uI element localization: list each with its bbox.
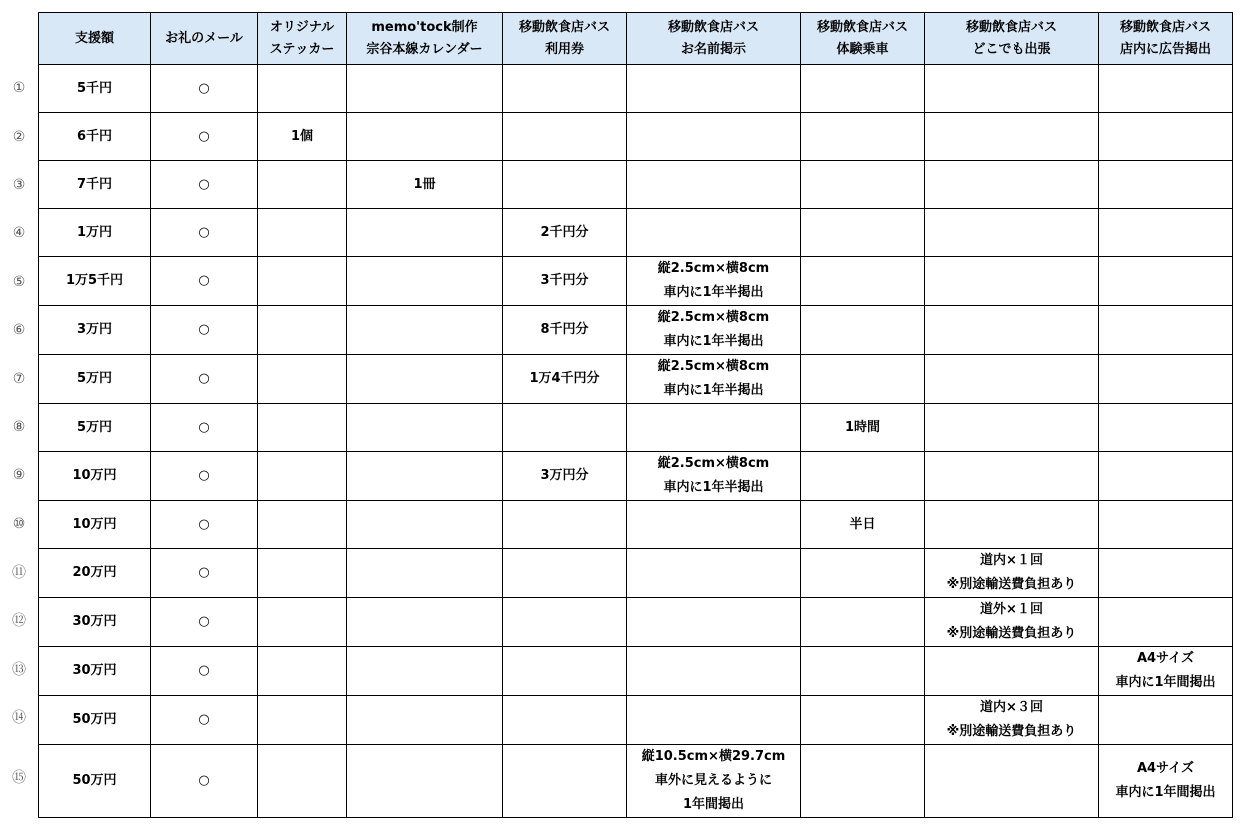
calendar-cell [347, 404, 503, 452]
thank-you-email-cell: ○ [151, 355, 258, 404]
sticker-cell [258, 257, 347, 306]
support-amount-cell: 5万円 [39, 355, 151, 404]
bus-name-display-cell [627, 113, 801, 161]
row-number: ⑭ [12, 710, 26, 727]
calendar-cell [347, 113, 503, 161]
header-bus-ad-display: 移動飲食店バス 店内に広告掲出 [1099, 13, 1233, 65]
bus-voucher-cell [503, 549, 627, 598]
bus-trial-ride-cell [801, 745, 925, 818]
bus-ad-display-cell [1099, 306, 1233, 355]
bus-ad-display-cell [1099, 257, 1233, 306]
bus-voucher-cell: 8千円分 [503, 306, 627, 355]
sticker-cell [258, 306, 347, 355]
bus-ad-display-cell [1099, 209, 1233, 257]
row-number: ③ [12, 176, 26, 193]
row-number: ⑨ [12, 467, 26, 484]
bus-dispatch-cell: 道内×３回 ※別途輸送費負担あり [925, 696, 1099, 745]
header-support-amount: 支援額 [39, 13, 151, 65]
bus-trial-ride-cell [801, 696, 925, 745]
support-amount-cell: 1万5千円 [39, 257, 151, 306]
support-amount-cell: 10万円 [39, 501, 151, 549]
bus-dispatch-cell [925, 161, 1099, 209]
bus-dispatch-cell [925, 257, 1099, 306]
table-row [39, 696, 1233, 745]
row-number: ⑦ [12, 370, 26, 387]
bus-name-display-cell: 縦10.5cm×横29.7cm 車外に見えるように 1年間掲出 [627, 745, 801, 818]
header-bus-name-display: 移動飲食店バス お名前掲示 [627, 13, 801, 65]
sticker-cell [258, 647, 347, 696]
support-amount-cell: 1万円 [39, 209, 151, 257]
bus-ad-display-cell [1099, 549, 1233, 598]
calendar-cell [347, 257, 503, 306]
row-number: ⑮ [12, 770, 26, 787]
support-amount-cell: 10万円 [39, 452, 151, 501]
support-amount-cell: 3万円 [39, 306, 151, 355]
bus-trial-ride-cell [801, 257, 925, 306]
bus-trial-ride-cell [801, 452, 925, 501]
bus-dispatch-cell [925, 404, 1099, 452]
bus-name-display-cell: 縦2.5cm×横8cm 車内に1年半掲出 [627, 452, 801, 501]
table-row [39, 161, 1233, 209]
row-number: ② [12, 128, 26, 145]
calendar-cell [347, 452, 503, 501]
table-row [39, 501, 1233, 549]
bus-ad-display-cell [1099, 696, 1233, 745]
support-amount-cell: 5万円 [39, 404, 151, 452]
support-amount-cell: 6千円 [39, 113, 151, 161]
bus-name-display-cell [627, 209, 801, 257]
sticker-cell [258, 745, 347, 818]
thank-you-email-cell: ○ [151, 306, 258, 355]
sticker-cell [258, 549, 347, 598]
bus-ad-display-cell [1099, 598, 1233, 647]
bus-name-display-cell: 縦2.5cm×横8cm 車内に1年半掲出 [627, 355, 801, 404]
support-amount-cell: 50万円 [39, 745, 151, 818]
bus-voucher-cell [503, 161, 627, 209]
bus-name-display-cell [627, 161, 801, 209]
bus-ad-display-cell [1099, 113, 1233, 161]
calendar-cell [347, 306, 503, 355]
bus-name-display-cell [627, 65, 801, 113]
bus-dispatch-cell: 道内×１回 ※別途輸送費負担あり [925, 549, 1099, 598]
thank-you-email-cell: ○ [151, 161, 258, 209]
bus-name-display-cell [627, 549, 801, 598]
sticker-cell [258, 501, 347, 549]
header-thank-you-email: お礼のメール [151, 13, 258, 65]
bus-ad-display-cell [1099, 452, 1233, 501]
bus-name-display-cell [627, 598, 801, 647]
bus-dispatch-cell [925, 452, 1099, 501]
row-number: ⑫ [12, 613, 26, 630]
header-calendar: memo'tock制作 宗谷本線カレンダー [347, 13, 503, 65]
table-row [39, 355, 1233, 404]
table-row [39, 647, 1233, 696]
bus-dispatch-cell [925, 209, 1099, 257]
support-amount-cell: 5千円 [39, 65, 151, 113]
header-bus-dispatch: 移動飲食店バス どこでも出張 [925, 13, 1099, 65]
row-number: ⑤ [12, 273, 26, 290]
table-row [39, 65, 1233, 113]
bus-ad-display-cell [1099, 161, 1233, 209]
bus-trial-ride-cell [801, 161, 925, 209]
sticker-cell [258, 209, 347, 257]
bus-trial-ride-cell [801, 306, 925, 355]
bus-trial-ride-cell [801, 598, 925, 647]
bus-voucher-cell [503, 501, 627, 549]
bus-dispatch-cell: 道外×１回 ※別途輸送費負担あり [925, 598, 1099, 647]
bus-voucher-cell [503, 598, 627, 647]
bus-voucher-cell: 1万4千円分 [503, 355, 627, 404]
sticker-cell [258, 65, 347, 113]
bus-dispatch-cell [925, 745, 1099, 818]
row-number: ⑩ [12, 515, 26, 532]
row-number: ① [12, 80, 26, 97]
bus-dispatch-cell [925, 113, 1099, 161]
bus-dispatch-cell [925, 501, 1099, 549]
table-row [39, 549, 1233, 598]
calendar-cell [347, 65, 503, 113]
bus-trial-ride-cell: 半日 [801, 501, 925, 549]
thank-you-email-cell: ○ [151, 209, 258, 257]
bus-voucher-cell [503, 647, 627, 696]
bus-ad-display-cell [1099, 65, 1233, 113]
row-number: ⑥ [12, 322, 26, 339]
header-row [39, 13, 1233, 65]
header-original-sticker: オリジナル ステッカー [258, 13, 347, 65]
bus-trial-ride-cell [801, 355, 925, 404]
header-bus-voucher: 移動飲食店バス 利用券 [503, 13, 627, 65]
sticker-cell [258, 404, 347, 452]
table-row [39, 404, 1233, 452]
table-body [39, 65, 1233, 818]
bus-trial-ride-cell [801, 209, 925, 257]
thank-you-email-cell: ○ [151, 257, 258, 306]
calendar-cell [347, 355, 503, 404]
bus-name-display-cell [627, 404, 801, 452]
thank-you-email-cell: ○ [151, 745, 258, 818]
bus-name-display-cell [627, 647, 801, 696]
bus-trial-ride-cell [801, 65, 925, 113]
table-row [39, 452, 1233, 501]
sticker-cell: 1個 [258, 113, 347, 161]
thank-you-email-cell: ○ [151, 113, 258, 161]
bus-voucher-cell: 2千円分 [503, 209, 627, 257]
table-row [39, 113, 1233, 161]
bus-voucher-cell [503, 113, 627, 161]
bus-name-display-cell: 縦2.5cm×横8cm 車内に1年半掲出 [627, 257, 801, 306]
sticker-cell [258, 452, 347, 501]
sticker-cell [258, 598, 347, 647]
reward-table [38, 12, 1233, 818]
calendar-cell [347, 549, 503, 598]
bus-ad-display-cell [1099, 404, 1233, 452]
bus-ad-display-cell: A4サイズ 車内に1年間掲出 [1099, 647, 1233, 696]
thank-you-email-cell: ○ [151, 501, 258, 549]
table-row [39, 209, 1233, 257]
thank-you-email-cell: ○ [151, 404, 258, 452]
table-row [39, 306, 1233, 355]
bus-dispatch-cell [925, 65, 1099, 113]
bus-voucher-cell [503, 696, 627, 745]
bus-voucher-cell: 3千円分 [503, 257, 627, 306]
header-bus-trial-ride: 移動飲食店バス 体験乗車 [801, 13, 925, 65]
support-amount-cell: 20万円 [39, 549, 151, 598]
calendar-cell [347, 745, 503, 818]
bus-voucher-cell [503, 745, 627, 818]
bus-dispatch-cell [925, 647, 1099, 696]
row-number: ⑧ [12, 418, 26, 435]
calendar-cell: 1冊 [347, 161, 503, 209]
calendar-cell [347, 598, 503, 647]
thank-you-email-cell: ○ [151, 65, 258, 113]
thank-you-email-cell: ○ [151, 647, 258, 696]
bus-dispatch-cell [925, 355, 1099, 404]
bus-trial-ride-cell [801, 113, 925, 161]
bus-name-display-cell [627, 696, 801, 745]
bus-voucher-cell [503, 65, 627, 113]
bus-voucher-cell [503, 404, 627, 452]
bus-voucher-cell: 3万円分 [503, 452, 627, 501]
support-amount-cell: 30万円 [39, 598, 151, 647]
calendar-cell [347, 647, 503, 696]
sticker-cell [258, 355, 347, 404]
thank-you-email-cell: ○ [151, 549, 258, 598]
bus-trial-ride-cell [801, 647, 925, 696]
row-number: ⑪ [12, 565, 26, 582]
table-row [39, 257, 1233, 306]
table-row [39, 598, 1233, 647]
bus-ad-display-cell [1099, 355, 1233, 404]
thank-you-email-cell: ○ [151, 696, 258, 745]
support-amount-cell: 50万円 [39, 696, 151, 745]
bus-trial-ride-cell: 1時間 [801, 404, 925, 452]
calendar-cell [347, 209, 503, 257]
bus-name-display-cell: 縦2.5cm×横8cm 車内に1年半掲出 [627, 306, 801, 355]
bus-name-display-cell [627, 501, 801, 549]
sticker-cell [258, 161, 347, 209]
table-row [39, 745, 1233, 818]
support-amount-cell: 7千円 [39, 161, 151, 209]
row-number: ⑬ [12, 661, 26, 678]
row-number: ④ [12, 225, 26, 242]
bus-ad-display-cell: A4サイズ 車内に1年間掲出 [1099, 745, 1233, 818]
support-amount-cell: 30万円 [39, 647, 151, 696]
sticker-cell [258, 696, 347, 745]
bus-trial-ride-cell [801, 549, 925, 598]
bus-dispatch-cell [925, 306, 1099, 355]
calendar-cell [347, 501, 503, 549]
bus-ad-display-cell [1099, 501, 1233, 549]
row-number-column [0, 64, 38, 813]
calendar-cell [347, 696, 503, 745]
thank-you-email-cell: ○ [151, 598, 258, 647]
thank-you-email-cell: ○ [151, 452, 258, 501]
